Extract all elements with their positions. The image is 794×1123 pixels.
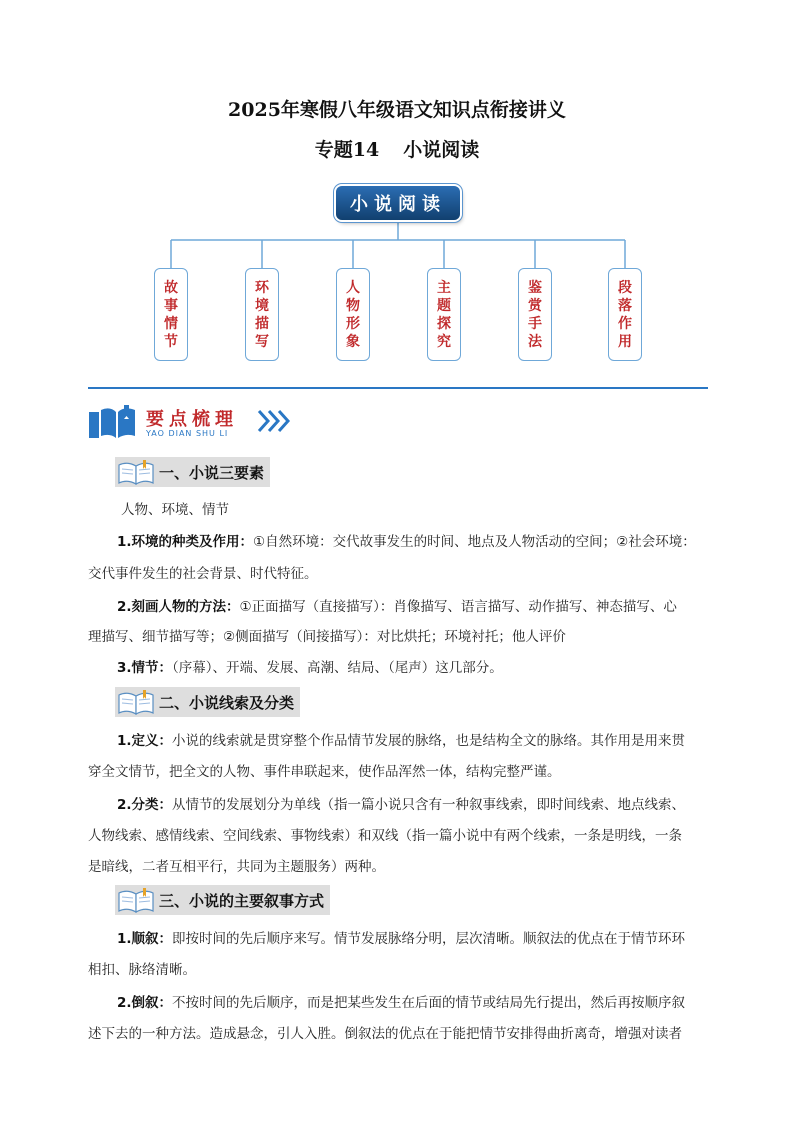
mindmap-node-label: 主题探究: [437, 279, 451, 350]
mindmap-node-label: 故事情节: [164, 279, 178, 350]
paragraph-text: 即按时间的先后顺序来写。情节发展脉络分明，层次清晰。顺叙法的优点在于情节环环: [172, 931, 686, 947]
banner-pinyin: YAO DIAN SHU LI: [146, 429, 229, 438]
mindmap-node: [518, 268, 552, 361]
paragraph-label: 2.倒叙：: [117, 995, 173, 1011]
mindmap-node-label: 鉴赏手法: [528, 279, 542, 350]
paragraph-line: [117, 991, 685, 1011]
open-book-icon: [115, 457, 159, 487]
section-divider: [88, 387, 708, 389]
section-heading-text: 一、小说三要素: [159, 463, 265, 482]
subtitle-topic-number: 专题14: [314, 139, 380, 161]
paragraph-line: [117, 729, 685, 749]
paragraph-label: 2.分类：: [117, 797, 173, 813]
mindmap-node: [154, 268, 188, 361]
paragraph-label: 1.顺叙：: [117, 931, 173, 947]
section-heading-3: [115, 885, 330, 915]
section-heading-2: [115, 687, 300, 717]
paragraph-line: 是暗线，二者互相平行，共同为主题服务）两种。: [88, 859, 385, 875]
section-heading-text: 二、小说线索及分类: [159, 693, 295, 712]
mindmap-node-label: 段落作用: [618, 279, 632, 350]
paragraph-line: [117, 530, 696, 550]
section-banner: [86, 402, 386, 442]
subtitle-topic-name: 小说阅读: [403, 139, 480, 161]
open-book-icon: [115, 687, 159, 717]
banner-title: 要点梳理: [146, 409, 238, 430]
paragraph-line: 穿全文情节，把全文的人物、事件串联起来，使作品浑然一体，结构完整严谨。: [88, 764, 561, 780]
mindmap-node: [336, 268, 370, 361]
paragraph-text: （序幕）、开端、发展、高潮、结局、（尾声）这几部分。: [172, 660, 503, 676]
mindmap-connectors: [0, 0, 794, 300]
mindmap-node: [608, 268, 642, 361]
section-heading-text: 三、小说的主要叙事方式: [159, 891, 325, 910]
paragraph-line: 理描写、细节描写等；②侧面描写（间接描写）：对比烘托；环境衬托；他人评价: [88, 629, 566, 645]
paragraph-label: 2.刻画人物的方法：: [117, 599, 240, 615]
paragraph-label: 1.定义：: [117, 733, 173, 749]
paragraph-label: 1.环境的种类及作用：: [117, 534, 254, 550]
mindmap-node-label: 人物形象: [346, 279, 360, 350]
triple-chevron-icon: [256, 408, 292, 434]
paragraph-text: ①正面描写（直接描写）：肖像描写、语言描写、动作描写、神态描写、心: [239, 599, 677, 615]
paragraph-line: 述下去的一种方法。造成悬念，引人入胜。倒叙法的优点在于能把情节安排得曲折离奇，增强对读者: [88, 1026, 682, 1042]
paragraph-line: 相扣、脉络清晰。: [88, 962, 196, 978]
paragraph-line: [117, 595, 677, 615]
section-heading-1: [115, 457, 270, 487]
open-book-icon: [115, 885, 159, 915]
document-title: 2025年寒假八年级语文知识点衔接讲义: [228, 99, 566, 121]
mindmap-node: [427, 268, 461, 361]
paragraph-text: 从情节的发展划分为单线（指一篇小说只含有一种叙事线索，即时间线索、地点线索、: [172, 797, 686, 813]
paragraph-line: [117, 656, 503, 676]
paragraph-label: 3.情节：: [117, 660, 173, 676]
paragraph-line: [117, 927, 685, 947]
paragraph-text: 小说的线索就是贯穿整个作品情节发展的脉络，也是结构全文的脉络。其作用是用来贯: [172, 733, 686, 749]
paragraph-line: [117, 793, 685, 813]
paragraph-line: 人物线索、感情线索、空间线索、事物线索）和双线（指一篇小说中有两个线索，一条是明线，一条: [88, 828, 682, 844]
mindmap-node-label: 环境描写: [255, 279, 269, 350]
mindmap-node: [245, 268, 279, 361]
open-book-icon: [88, 404, 140, 440]
section-1-intro: 人物、环境、情节: [121, 502, 229, 518]
paragraph-text: ①自然环境：交代故事发生的时间、地点及人物活动的空间；②社会环境：: [253, 534, 696, 550]
paragraph-line: 交代事件发生的社会背景、时代特征。: [88, 566, 318, 582]
mindmap-root: 小说阅读: [336, 186, 460, 220]
paragraph-text: 不按时间的先后顺序，而是把某些发生在后面的情节或结局先行提出，然后再按顺序叙: [172, 995, 686, 1011]
